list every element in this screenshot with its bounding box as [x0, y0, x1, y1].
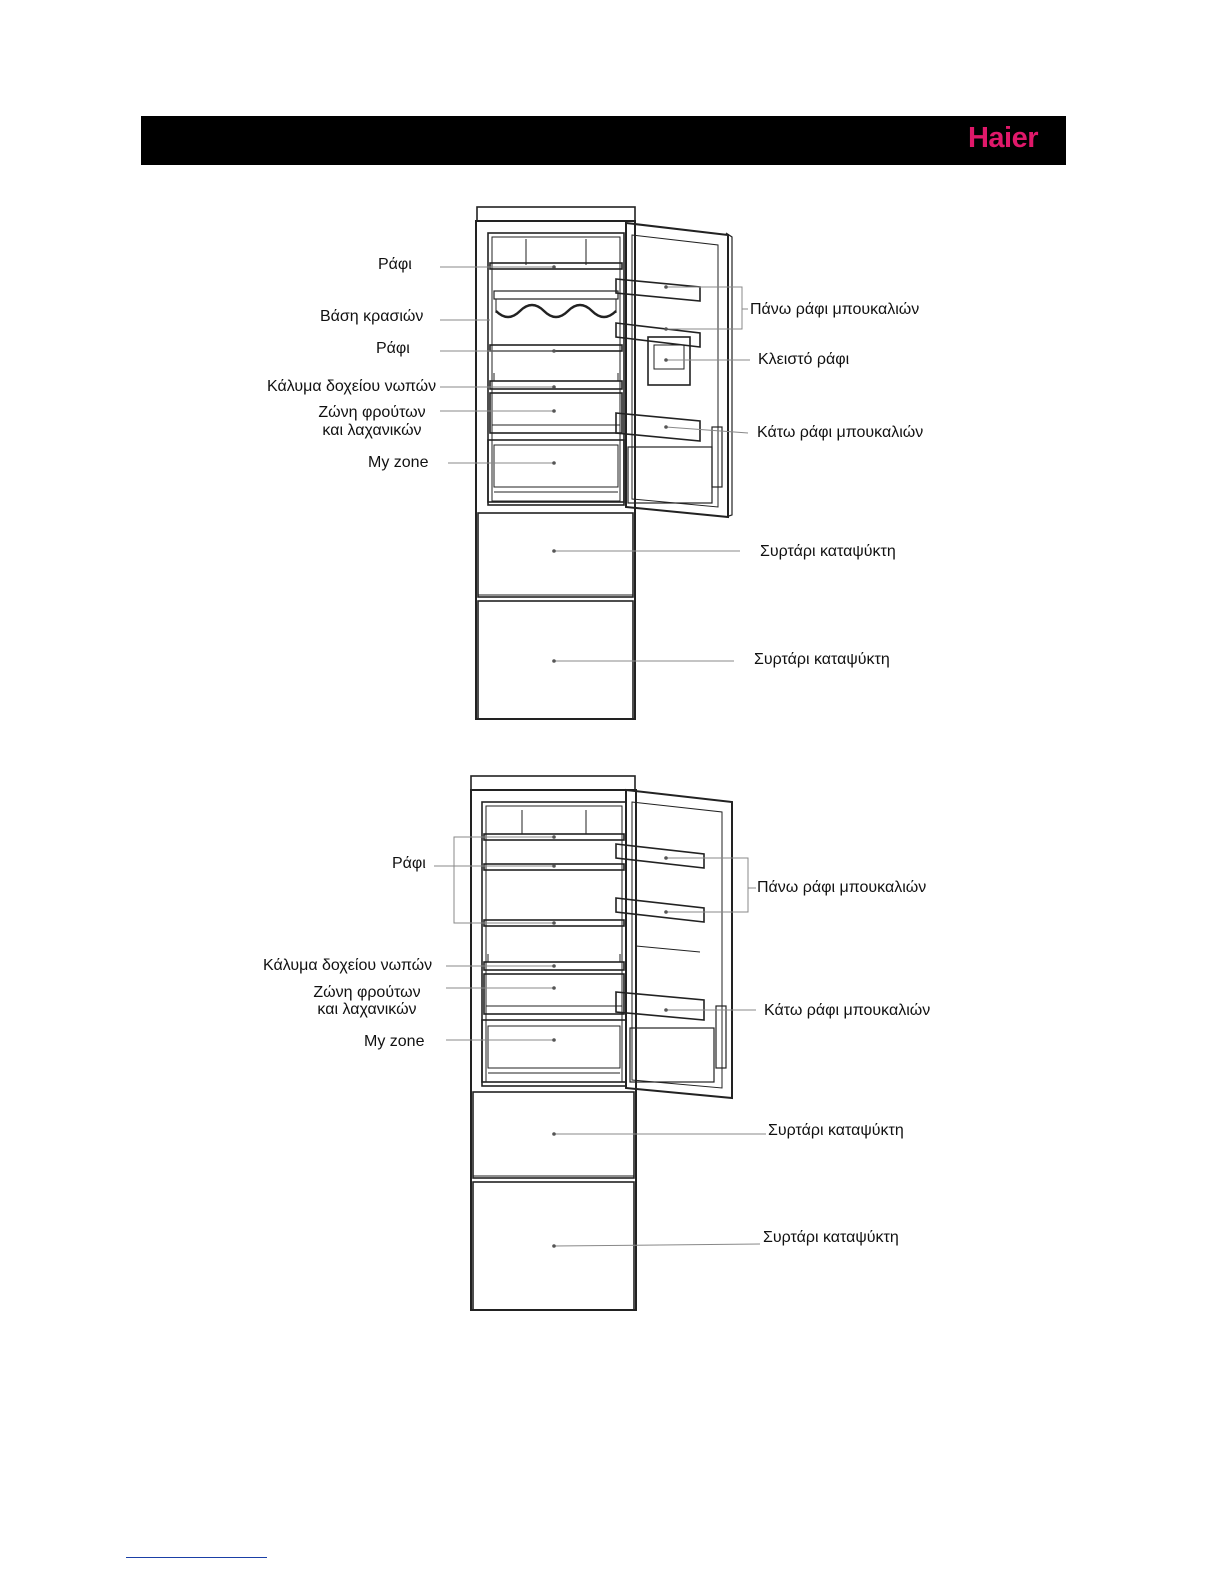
label-my-zone: My zone: [368, 454, 429, 471]
label-fruit-zone-line1: Ζώνη φρούτων: [318, 404, 426, 421]
label-lower-door-shelf: Κάτω ράφι μπουκαλιών: [757, 424, 924, 441]
label-crisper-cover: Κάλυμα δοχείου νωπών: [267, 378, 437, 395]
fridge-compartment: [482, 802, 626, 1086]
label-shelves: Ράφι: [392, 855, 426, 872]
fridge-diagram-2: [0, 770, 1224, 1320]
freezer-drawer-2: [478, 601, 633, 719]
label-upper-door-shelf: Πάνω ράφι μπουκαλιών: [757, 879, 927, 896]
fridge-drawing-2: [0, 770, 1224, 1320]
door-shelf-upper-2: [616, 323, 700, 347]
door-shelf-lower: [616, 992, 704, 1020]
label-shelf-top: Ράφι: [378, 256, 412, 273]
door-outline: [626, 223, 728, 517]
top-cover: [471, 776, 635, 790]
door-shelf-upper-2: [616, 898, 704, 922]
fridge-drawing-1: [0, 195, 1224, 735]
fridge-compartment: [488, 233, 624, 505]
freezer-drawer-1: [478, 513, 633, 597]
wine-rack: [496, 305, 616, 317]
label-freezer-drawer-1: Συρτάρι καταψύκτη: [768, 1122, 904, 1139]
label-fruit-zone-line1: Ζώνη φρούτων: [313, 984, 421, 1001]
cabinet-outline: [476, 221, 635, 719]
label-wine-rack: Βάση κρασιών: [320, 308, 424, 325]
header-bar: [141, 116, 1066, 165]
door-shelf-lower: [616, 413, 700, 441]
label-fruit-zone-line2: και λαχανικών: [317, 1001, 417, 1018]
shelf-mid: [490, 345, 622, 351]
door-shelf-upper-1: [616, 279, 700, 301]
shelf-top: [490, 263, 622, 269]
footnote-rule: [126, 1557, 267, 1558]
fruit-vegetable-zone: [484, 974, 624, 1014]
brand-logo: Haier: [967, 122, 1038, 154]
label-freezer-drawer-2: Συρτάρι καταψύκτη: [754, 651, 890, 668]
label-fruit-zone-line2: και λαχανικών: [322, 422, 422, 439]
label-my-zone: My zone: [364, 1033, 425, 1050]
label-freezer-drawer-2: Συρτάρι καταψύκτη: [763, 1229, 899, 1246]
fridge-diagram-1: [0, 195, 1224, 735]
top-cover: [477, 207, 635, 221]
my-zone-drawer: [488, 440, 624, 502]
door-shelf-upper-1: [616, 844, 704, 868]
label-shelf-mid: Ράφι: [376, 340, 410, 357]
cabinet-outline: [471, 790, 636, 1310]
label-upper-door-shelf: Πάνω ράφι μπουκαλιών: [750, 301, 920, 318]
label-crisper-cover: Κάλυμα δοχείου νωπών: [263, 957, 433, 974]
label-freezer-drawer-1: Συρτάρι καταψύκτη: [760, 543, 896, 560]
crisper-cover: [490, 381, 622, 389]
label-closed-shelf: Κλειστό ράφι: [758, 351, 850, 368]
label-lower-door-shelf: Κάτω ράφι μπουκαλιών: [764, 1002, 931, 1019]
fruit-vegetable-zone: [490, 393, 622, 433]
